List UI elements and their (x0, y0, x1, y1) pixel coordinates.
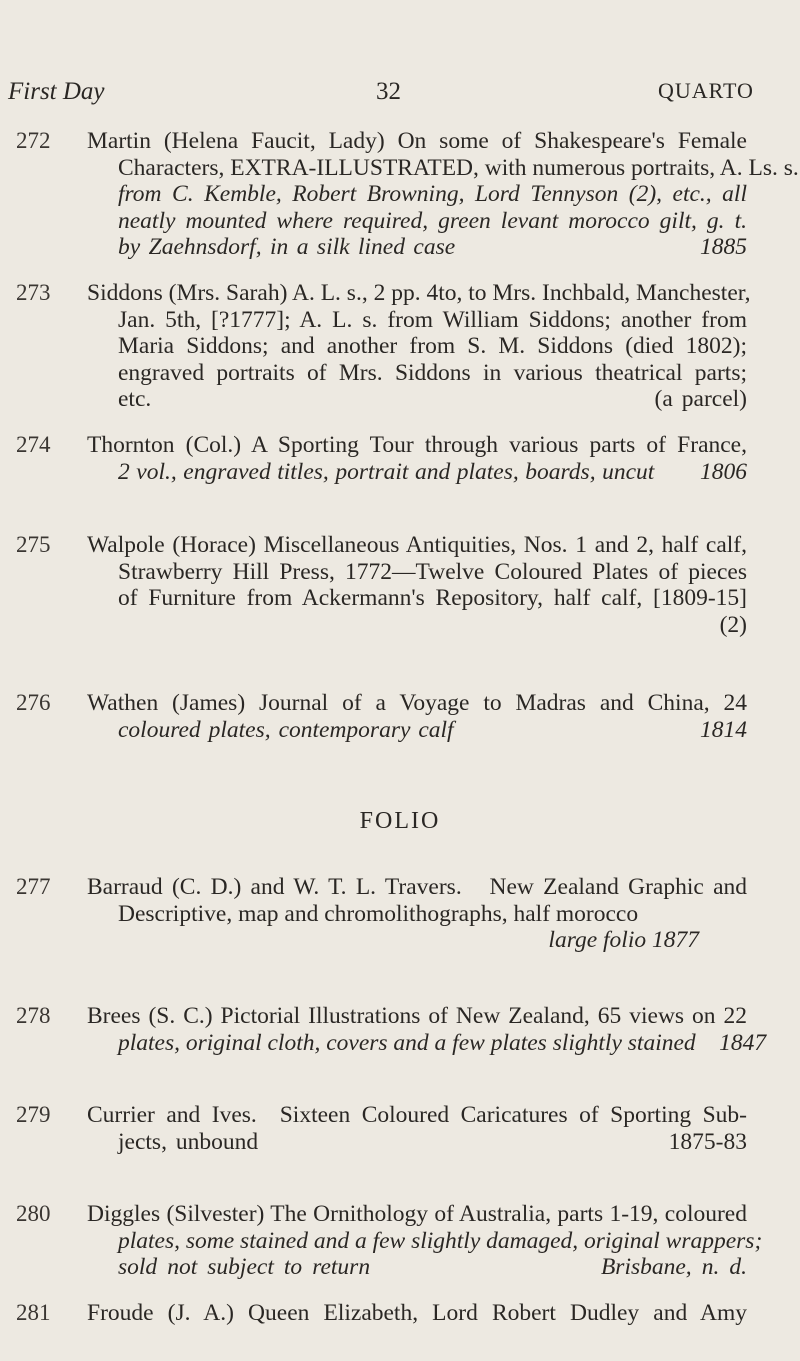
lot-description (87, 1003, 767, 1056)
lot-line: Siddons (Mrs. Sarah) A. L. s., 2 pp. 4to, to Mrs. Inchbald, Manchester, (87, 280, 751, 306)
lot-number: 273 (16, 280, 51, 305)
page-header (0, 78, 800, 108)
lot-number: 276 (16, 690, 51, 715)
lot-line: Jan. 5th, [?1777]; A. L. s. from William Siddons; another from (118, 306, 747, 333)
lot-description (87, 690, 747, 743)
lot-description (87, 1300, 747, 1327)
lot-description (87, 280, 751, 413)
lot-line: by Zaehnsdorf, in a silk lined case 1885 (118, 234, 747, 260)
lot-line: Diggles (Silvester) The Ornithology of Australia, parts 1-19, coloured (87, 1201, 747, 1227)
lot-line: Barraud (C. D.) and W. T. L. Travers. New Zealand Graphic and (87, 874, 747, 900)
lot-number: 278 (16, 1003, 51, 1028)
lot-description (87, 1201, 763, 1281)
lot-description (87, 1102, 747, 1155)
lot-line: Maria Siddons; and another from S. M. Siddons (died 1802); (118, 333, 747, 359)
lot-line: jects, unbound 1875-83 (118, 1128, 747, 1155)
lot-line: sold not subject to return Brisbane, n. d. (118, 1254, 747, 1280)
lot-line: from C. Kemble, Robert Browning, Lord Tennyson (2), etc., all (118, 181, 747, 207)
lot-description (87, 874, 747, 954)
lot-line: Descriptive, map and chromolithographs, half morocco (118, 900, 639, 927)
lot-line: etc. (a parcel) (118, 386, 747, 412)
lot-line: plates, some stained and a few slightly damaged, original wrappers; (118, 1227, 763, 1254)
lot-number: 277 (16, 874, 51, 899)
lot-line: coloured plates, contemporary calf 1814 (118, 716, 747, 743)
lot-line: Currier and Ives. Sixteen Coloured Caricatures of Sporting Sub- (87, 1102, 747, 1128)
lot-line: neatly mounted where required, green levant morocco gilt, g. t. (118, 207, 747, 234)
lot-number: 280 (16, 1201, 51, 1226)
lot-description (87, 128, 799, 261)
day-label: First Day (8, 78, 105, 105)
lot-number: 275 (16, 532, 51, 557)
lot-line: of Furniture from Ackermann's Repository, half calf, [1809-15] (118, 585, 747, 611)
lot-line: 2 vol., engraved titles, portrait and plates, boards, uncut 1806 (118, 458, 747, 485)
lot-line: engraved portraits of Mrs. Siddons in various theatrical parts; (118, 359, 747, 386)
format-label: QUARTO (658, 78, 754, 103)
page-number: 32 (376, 78, 401, 105)
lot-line: Brees (S. C.) Pictorial Illustrations of New Zealand, 65 views on 22 (87, 1003, 747, 1029)
section-title: FOLIO (359, 808, 441, 834)
lot-description (87, 532, 747, 638)
lot-line: (2) (719, 611, 747, 638)
lot-number: 272 (16, 128, 51, 153)
lot-line: Thornton (Col.) A Sporting Tour through various parts of France, (87, 432, 747, 458)
lot-line: plates, original cloth, covers and a few plates slightly stained 1847 (118, 1029, 767, 1056)
lot-line: Strawberry Hill Press, 1772—Twelve Coloured Plates of pieces (118, 558, 747, 585)
lot-line: Wathen (James) Journal of a Voyage to Madras and China, 24 (87, 690, 747, 716)
lot-line: large folio 1877 (548, 927, 699, 953)
lot-line: Characters, EXTRA-ILLUSTRATED, with numerous portraits, A. Ls. s. (118, 154, 799, 181)
lot-description (87, 432, 747, 485)
lot-line: Walpole (Horace) Miscellaneous Antiquities, Nos. 1 and 2, half calf, (87, 532, 747, 558)
lot-number: 274 (16, 432, 51, 457)
lot-line: Froude (J. A.) Queen Elizabeth, Lord Robert Dudley and Amy (87, 1300, 747, 1326)
lot-number: 279 (16, 1102, 51, 1127)
lot-line: Martin (Helena Faucit, Lady) On some of Shakespeare's Female (87, 128, 747, 154)
lot-number: 281 (16, 1300, 51, 1325)
